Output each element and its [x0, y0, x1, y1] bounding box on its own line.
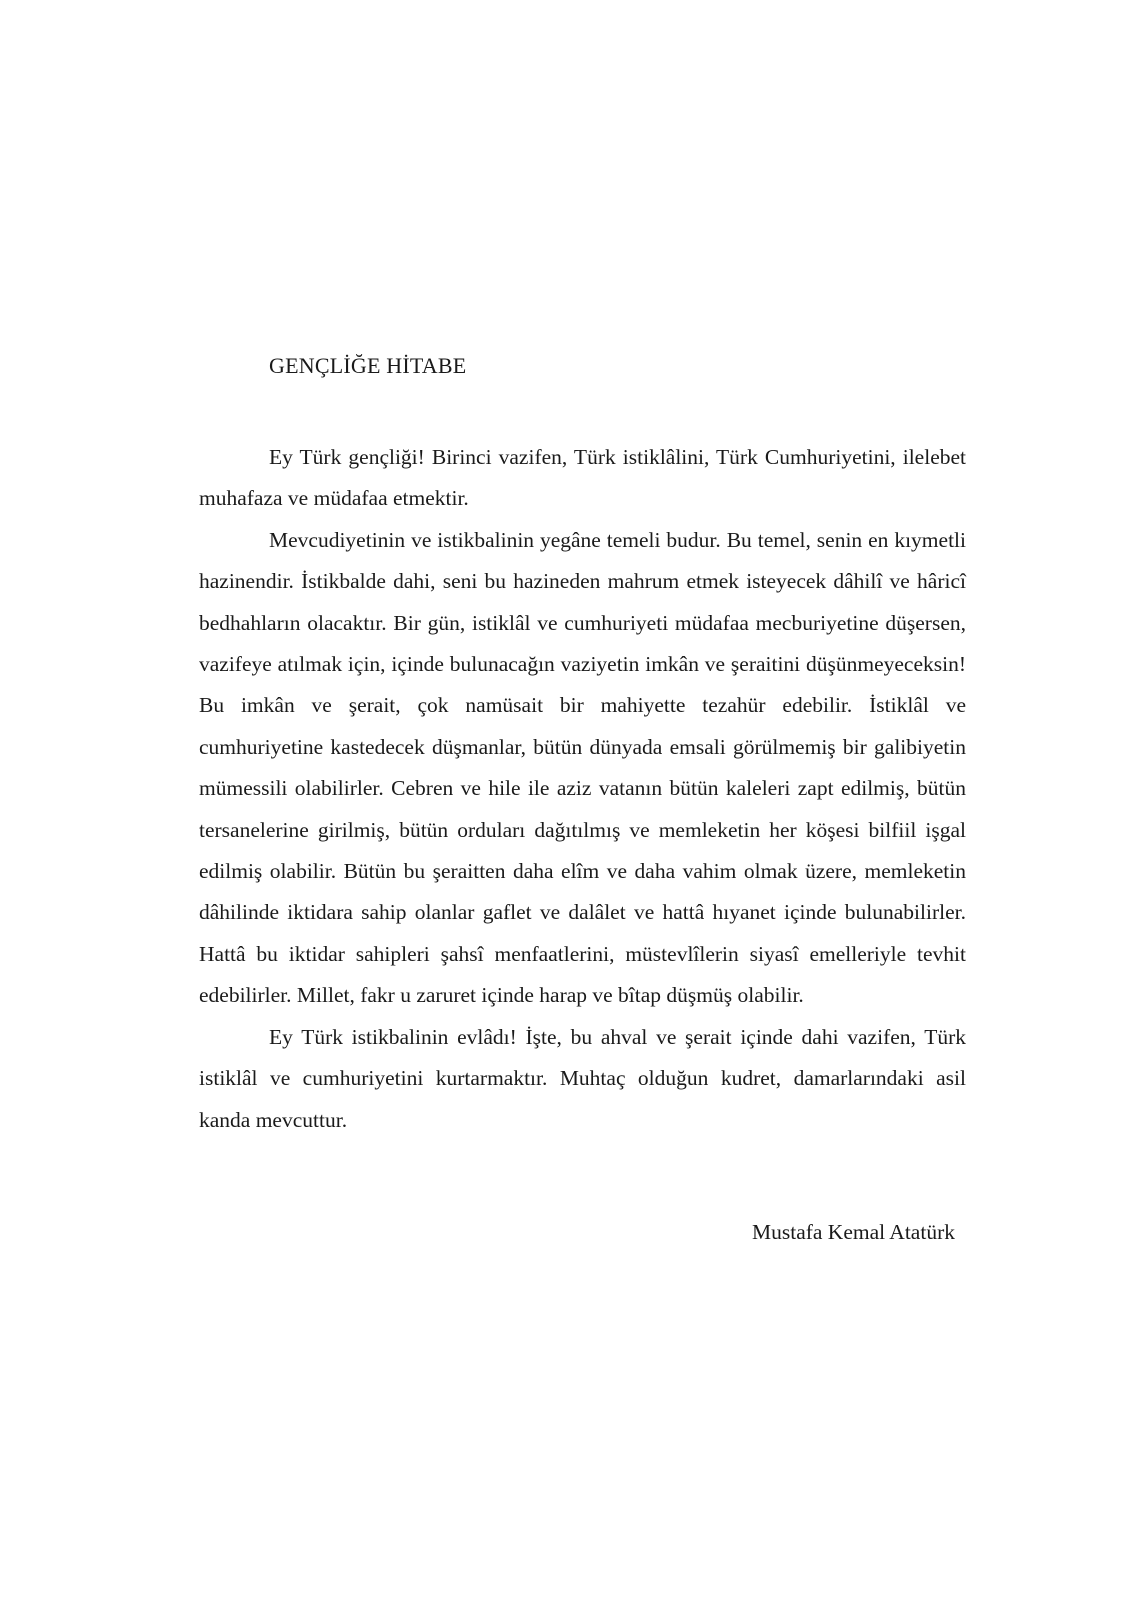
- author-signature: Mustafa Kemal Atatürk: [751, 1220, 955, 1244]
- document-body: [199, 437, 966, 1141]
- paragraph-1: Ey Türk gençliği! Birinci vazifen, Türk istiklâlini, Türk Cumhuriyetini, ilelebet muhafaza ve müdafaa etmektir.: [199, 445, 966, 511]
- paragraph-2: Mevcudiyetinin ve istikbalinin yegâne temeli budur. Bu temel, senin en kıymetli hazinendir. İstikbalde dahi, seni bu hazineden mahrum etmek isteyecek dâhilî ve hâricî bedhahların olacaktır. Bir gün, istiklâl ve cumhuriyeti müdafaa mecburiyetine düşersen, vazifeye atılmak için, içinde bulunacağın vaziyetin imkân ve şeraitini düşünmeyeceksin! Bu imkân ve şerait, çok namüsait bir mahiyette tezahür edebilir. İstiklâl ve cumhuriyetine kastedecek düşmanlar, bütün dünyada emsali görülmemiş bir galibiyetin mümessili olabilirler. Cebren ve hile ile aziz vatanın bütün kaleleri zapt edilmiş, bütün tersanelerine girilmiş, bütün orduları dağıtılmış ve memleketin her köşesi bilfiil işgal edilmiş olabilir. Bütün bu şeraitten daha elîm ve daha vahim olmak üzere, memleketin dâhilinde iktidara sahip olanlar gaflet ve dalâlet ve hattâ hıyanet içinde bulunabilirler. Hattâ bu iktidar sahipleri şahsî menfaatlerini, müstevlîlerin siyasî emelleriyle tevhit edebilirler. Millet, fakr u zaruret içinde harap ve bîtap düşmüş olabilir.: [199, 527, 966, 1008]
- paragraph-3: Ey Türk istikbalinin evlâdı! İşte, bu ahval ve şerait içinde dahi vazifen, Türk istiklâl ve cumhuriyetini kurtarmaktır. Muhtaç olduğun kudret, damarlarındaki asil kanda mevcuttur.: [199, 1024, 966, 1132]
- document-title: GENÇLİĞE HİTABE: [269, 353, 467, 378]
